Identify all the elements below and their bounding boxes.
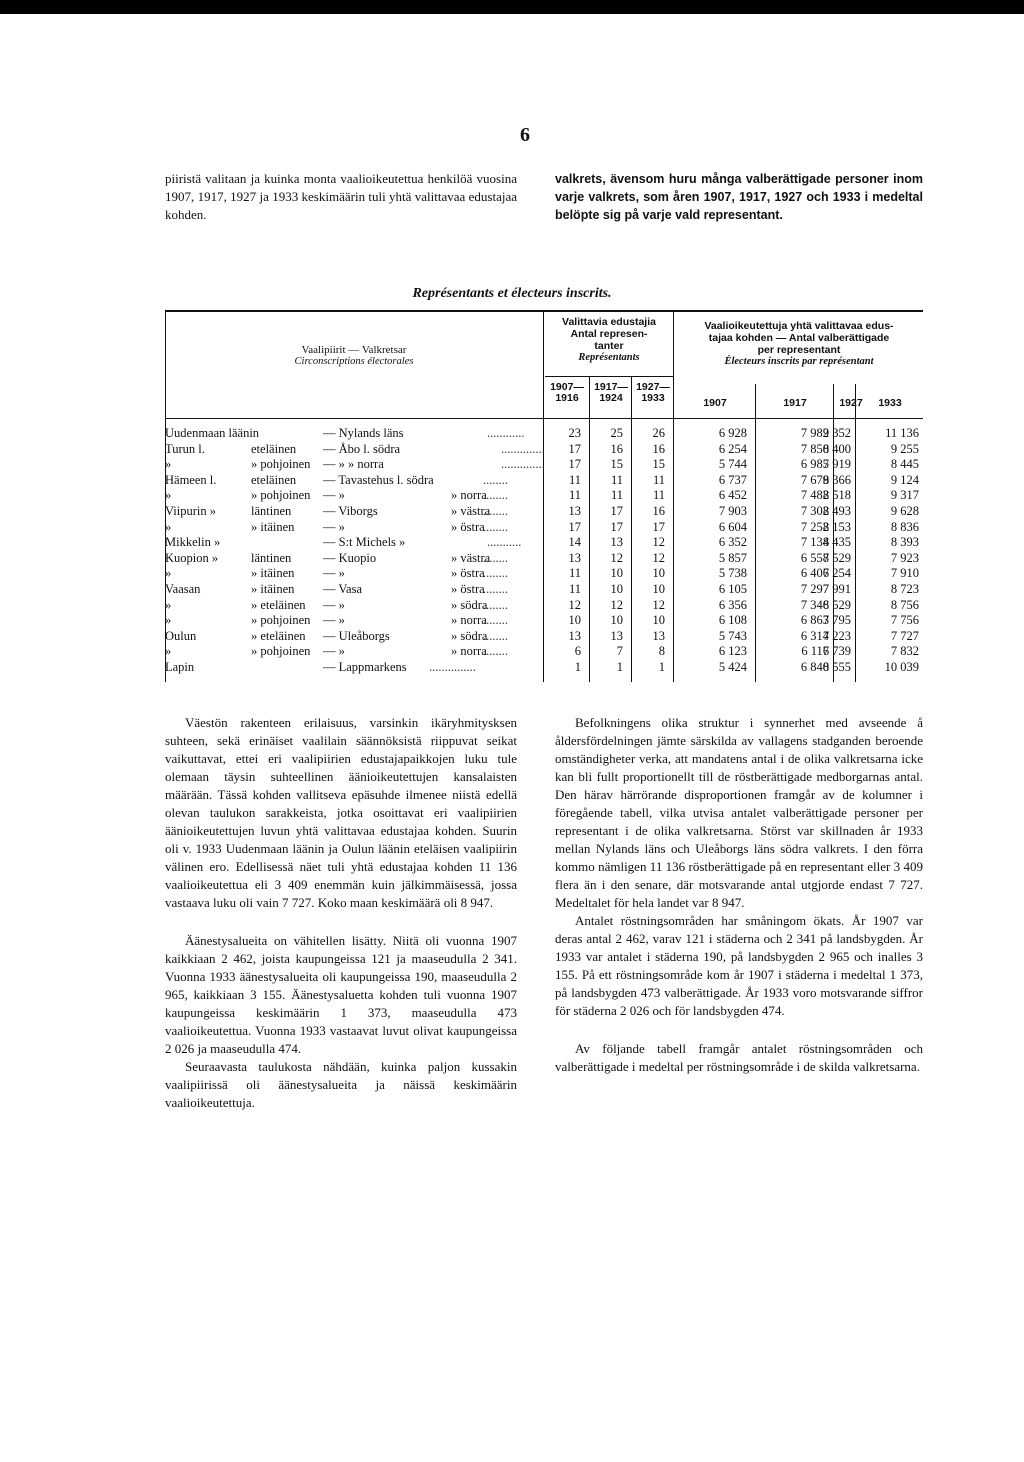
row-district-sv: — Lappmarkens [323,660,407,674]
row-district-part-sv: » södra [451,628,488,643]
row-leader-dots: ........ [483,504,508,518]
row-reps-1927-1933: 16 [652,441,665,456]
table-title: Représentants et électeurs inscrits. [412,286,612,301]
row-district-sv: — S:t Michels » [323,535,406,550]
row-electors-1907: 5 743 [718,628,747,643]
row-electors-1907: 6 928 [718,426,747,440]
year-mid-3: 1927—1933 [636,381,670,404]
table-row [165,504,923,519]
row-reps-1907-1916: 11 [568,566,581,581]
row-electors-1933: 7 832 [890,644,919,659]
row-reps-1927-1933: 15 [652,457,665,472]
body-swedish [555,714,923,1076]
row-leader-dots: ........ [483,628,508,643]
row-leader-dots: ........ [483,519,508,534]
row-electors-1933: 7 910 [890,566,919,581]
table-row [165,457,923,472]
row-electors-1907: 6 352 [718,535,747,550]
row-electors-1927: 7 919 [822,457,851,472]
year-right-1: 1907 [703,397,727,409]
row-district-sv: — » [323,488,345,503]
row-leader-dots: ........ [483,472,508,487]
row-district-fi: » [165,597,172,612]
row-reps-1917-1924: 1 [616,660,623,674]
row-district-part-sv: » södra [451,597,488,612]
row-reps-1917-1924: 12 [610,550,623,565]
body-finnish-paragraph-2: Äänestysalueita on vähitellen lisätty. Niitä oli vuonna 1907 kaikkiaan 2 462, joista kaupungeissa 121 ja maaseudulla 2 341. Vuonna 1933 äänestysalueita oli kaupungeissa 190, maaseudulla 2 965, kaikkiaan 3 155. Äänestysaluetta kohden tuli vuonna 1907 kaupungeissa keskimäärin 1 373, maaseudulla 473 vaalioikeutettua. Vuonna 1933 vastaavat luvut olivat kaupungeissa 2 026 ja maaseudulla 474. [165,933,517,1056]
row-electors-1907: 5 424 [718,660,747,674]
year-mid-2: 1917—1924 [594,381,628,404]
row-district-sv: — » [323,613,345,628]
row-reps-1927-1933: 10 [652,566,665,581]
row-electors-1933: 8 393 [890,535,919,550]
row-district-sv: — » [323,566,345,581]
row-electors-1927: 8 366 [822,472,851,487]
row-electors-1927: 8 529 [822,597,851,612]
row-electors-1917: 7 482 [800,488,829,503]
table-row [165,644,923,659]
row-electors-1917: 6 840 [800,660,829,674]
row-reps-1927-1933: 12 [652,550,665,565]
row-leader-dots: .............. [501,441,545,456]
row-electors-1907: 5 857 [718,550,747,565]
row-electors-1907: 5 738 [718,566,747,581]
row-electors-1907: 6 105 [718,582,747,596]
row-district-part-sv: » norra [451,644,487,659]
row-reps-1927-1933: 12 [652,535,665,550]
row-district-sv: — » [323,519,345,534]
row-reps-1927-1933: 11 [652,472,665,487]
table-row [165,426,923,441]
header-districts-line2: Circonscriptions électorales [294,356,414,367]
header-electors-line1: Vaalioikeutettuja yhtä valittavaa edus- [704,320,894,332]
row-electors-1917: 6 314 [800,628,829,643]
row-electors-1933: 8 756 [890,597,919,612]
row-district-part-fi: » pohjoinen [251,613,311,628]
row-district-part-fi: läntinen [251,550,292,565]
body-swedish-paragraph-2: Antalet röstningsområden har småningom ökats. År 1907 var deras antal 2 462, varav 121 i städerna och 2 341 på landsbygden. År 1933 var antalet i städerna 190, på landsbygden 2 965 och inalles 3 155. På ett röstningsområde kom år 1907 i städerna i medeltal 1 373, på landsbygden 473 valberättigade. År 1933 voro motsvarande siffror för städerna 2 026 och för landsbygden 474. [555,913,923,1018]
row-district-fi: » [165,457,172,472]
row-electors-1907: 6 604 [718,519,747,534]
row-reps-1917-1924: 10 [610,582,623,596]
header-representatives-line4: Représentants [578,352,640,363]
row-district-part-fi: » eteläinen [251,628,306,643]
row-leader-dots: ........ [483,488,508,503]
row-reps-1907-1916: 13 [568,550,581,565]
row-electors-1917: 7 850 [800,441,829,456]
row-reps-1927-1933: 10 [652,582,665,596]
row-reps-1907-1916: 11 [568,472,581,487]
body-finnish-paragraph-3: Seuraavasta taulukosta nähdään, kuinka paljon kussakin vaalipiirissä oli äänestysalueita ja näissä keskimäärin vaalioikeutettuja. [165,1059,517,1110]
table-row [165,629,923,644]
year-right-3: 1927 [839,397,863,409]
row-district-part-fi: läntinen [251,504,292,518]
row-electors-1933: 9 255 [890,441,919,456]
row-district-part-sv: » östra [451,582,485,596]
year-mid-1: 1907—1916 [550,381,584,404]
row-district-part-sv: » östra [451,566,485,581]
row-district-fi: Vaasan [165,582,201,596]
row-reps-1907-1916: 23 [568,426,581,440]
row-reps-1917-1924: 7 [616,644,623,659]
paragraph-gap [165,912,517,932]
row-reps-1907-1916: 14 [568,535,581,550]
row-reps-1907-1916: 13 [568,628,581,643]
row-electors-1907: 6 737 [718,472,747,487]
header-electors-line3: per representant [757,344,841,356]
row-electors-1917: 6 863 [800,613,829,628]
row-reps-1907-1916: 17 [568,519,581,534]
row-electors-1927: 8 555 [822,660,851,674]
header-electors-line2: tajaa kohden — Antal valberättigade [708,332,890,344]
row-electors-1933: 10 039 [884,660,919,674]
row-reps-1927-1933: 12 [652,597,665,612]
body-swedish-paragraph-3: Av följande tabell framgår antalet röstningsområden och valberättigade i medeltal per röstningsområde i de skilda valkretsarna. [555,1041,923,1074]
body-swedish-paragraph-1: Befolkningens olika struktur i synnerhet med avseende å åldersfördelningen jämte särskilda av vallagens stadganden beroende omständigheter verka, att mandatens antal i de olika valkretsarna icke kan bli fullt proportionellt till de röstberättigade medborgarnas antal. Den härav härrörande disproportionen framgår av de kolumner i föregående tabell, vilka utvisa antalet valberättigade personer per representant i de olika valkretsarna. Störst var skillnaden år 1933 mellan Nylands läns och Uleåborgs läns södra valkrets. I den förra kommo nämligen 11 136 röstberättigade på en representant eller 3 409 flera än i den senare, där motsvarande antal utgjorde endast 7 727. Medeltalet för hela landet var 8 947. [555,715,923,910]
row-district-part-fi: » itäinen [251,582,295,596]
row-district-part-fi: » pohjoinen [251,644,311,659]
row-reps-1907-1916: 17 [568,441,581,456]
row-electors-1907: 6 452 [718,488,747,503]
row-district-part-sv: » västra [451,550,491,565]
row-electors-1907: 6 356 [718,597,747,612]
table-row [165,473,923,488]
row-district-part-fi: » pohjoinen [251,457,311,472]
row-district-part-fi: » itäinen [251,519,295,534]
header-representatives [545,316,673,364]
row-electors-1917: 7 252 [800,519,829,534]
row-reps-1917-1924: 10 [610,613,623,628]
row-reps-1927-1933: 17 [652,519,665,534]
row-reps-1917-1924: 15 [610,457,623,472]
row-leader-dots: ............... [429,660,476,674]
row-electors-1927: 8 400 [822,441,851,456]
row-district-part-sv: » norra [451,488,487,503]
row-electors-1927: 6 739 [822,644,851,659]
body-finnish-paragraph-1: Väestön rakenteen erilaisuus, varsinkin ikäryhmitysksen suhteen, sekä erinäiset vaalilain säännöksistä riippuvat seikat vaikuttavat, ettei eri vaalipiirien edustajapaikkojen luku tule olemaan täysin suhteellinen äänioikeutettujen kansalaisten määrään. Tässä kohden vallitseva epäsuhde ilmenee niistä edellä olevan taulukon sarakkeista, jotka osoittavat eri vaalipiirien äänioikeutettujen luvun yhtä valittavaa edustajaa kohden. Suurin oli v. 1933 Uudenmaan läänin ja Oulun läänin eteläisen vaalipiirin välinen ero. Edellisessä näet tuli yhtä edustajaa kohden 11 136 vaalioikeutettua eli 3 409 enemmän kuin jälkimmäisessä, jossa vastaava luku oli vain 7 727. Koko maan keskimäärä oli 8 947. [165,715,517,910]
row-electors-1933: 7 727 [890,628,919,643]
row-district-sv: — Åbo l. södra [323,441,401,456]
row-electors-1917: 7 134 [800,535,829,550]
table-row [165,442,923,457]
row-reps-1917-1924: 10 [610,566,623,581]
row-district-fi: Turun l. [165,441,205,456]
scan-edge-bar [0,0,1024,14]
row-district-sv: — Viborgs [323,504,378,518]
header-representatives-line3: tanter [594,340,624,352]
row-reps-1917-1924: 11 [610,488,623,503]
row-district-fi: » [165,644,172,659]
row-electors-1933: 9 317 [890,488,919,503]
header-districts-line1: Vaalipiirit — Valkretsar [301,344,407,356]
mid-years-rule [545,376,673,377]
row-reps-1907-1916: 1 [574,660,581,674]
header-electors-line4: Électeurs inscrits par représentant [724,356,874,367]
row-electors-1917: 7 982 [800,426,829,440]
table-top-rule [165,310,923,312]
row-electors-1927: 8 153 [822,519,851,534]
row-electors-1917: 7 297 [800,582,829,596]
row-electors-1933: 7 756 [890,613,919,628]
row-electors-1927: 9 352 [822,426,851,440]
row-district-part-fi: » itäinen [251,566,295,581]
table-header-rule [165,418,923,419]
row-electors-1907: 6 123 [718,644,747,659]
header-electors [675,320,923,368]
table-row [165,488,923,503]
row-district-sv: — » [323,644,345,659]
row-district-sv: — Nylands läns [323,426,404,440]
row-electors-1933: 9 124 [890,472,919,487]
row-district-part-fi: eteläinen [251,441,297,456]
row-leader-dots: ............ [487,426,525,440]
row-electors-1933: 8 723 [890,582,919,596]
row-district-fi: Kuopion » [165,550,219,565]
row-reps-1907-1916: 6 [574,644,581,659]
representatives-table [165,310,923,682]
table-row [165,660,923,675]
row-reps-1907-1916: 11 [568,488,581,503]
row-reps-1917-1924: 17 [610,504,623,518]
row-district-sv: — » » norra [323,457,384,472]
row-electors-1917: 7 346 [800,597,829,612]
row-district-fi: Lapin [165,660,195,674]
row-electors-1917: 7 302 [800,504,829,518]
header-districts [165,344,543,368]
row-district-part-fi: eteläinen [251,472,297,487]
row-district-fi: Hämeen l. [165,472,217,487]
row-reps-1927-1933: 11 [652,488,665,503]
row-electors-1917: 6 985 [800,457,829,472]
row-electors-1907: 6 108 [718,613,747,628]
row-electors-1927: 8 493 [822,504,851,518]
row-leader-dots: ........ [483,613,508,628]
row-reps-1927-1933: 26 [652,426,665,440]
row-electors-1927: 7 795 [822,613,851,628]
row-electors-1927: 8 518 [822,488,851,503]
row-electors-1927: 7 223 [822,628,851,643]
row-reps-1917-1924: 12 [610,597,623,612]
paragraph-gap [555,1020,923,1040]
row-district-fi: » [165,566,172,581]
row-district-fi: Mikkelin » [165,535,221,550]
row-reps-1907-1916: 11 [568,582,581,596]
row-district-sv: — Tavastehus l. södra [323,472,434,487]
row-electors-1927: 7 991 [822,582,851,596]
row-district-sv: — Vasa [323,582,363,596]
row-district-fi: Viipurin » [165,504,216,518]
table-row [165,520,923,535]
row-reps-1927-1933: 10 [652,613,665,628]
row-district-sv: — Kuopio [323,550,377,565]
row-district-fi: Uudenmaan läänin [165,426,260,440]
row-district-part-fi: » eteläinen [251,597,306,612]
page-number: 6 [520,124,530,146]
row-reps-1927-1933: 13 [652,628,665,643]
body-finnish [165,714,517,1112]
row-electors-1927: 8 435 [822,535,851,550]
row-district-fi: » [165,613,172,628]
intro-finnish: piiristä valitaan ja kuinka monta vaalioikeutettua henkilöä vuosina 1907, 1917, 1927 ja 1933 keskimäärin tuli yhtä valittavaa edustajaa kohden. [165,171,517,222]
row-electors-1933: 7 923 [890,550,919,565]
row-reps-1917-1924: 16 [610,441,623,456]
row-district-fi: » [165,519,172,534]
row-reps-1907-1916: 12 [568,597,581,612]
table-row [165,598,923,613]
row-electors-1917: 6 406 [800,566,829,581]
row-district-fi: » [165,488,172,503]
header-representatives-line2: Antal represen- [570,328,648,340]
row-leader-dots: ........ [483,597,508,612]
row-reps-1917-1924: 13 [610,628,623,643]
row-reps-1907-1916: 17 [568,457,581,472]
row-reps-1917-1924: 13 [610,535,623,550]
year-right-2: 1917 [783,397,807,409]
row-electors-1933: 9 628 [890,504,919,518]
row-electors-1933: 11 136 [885,426,919,440]
intro-swedish: valkrets, ävensom huru många valberättigade personer inom varje valkrets, som åren 1907, 1917, 1927 och 1933 i medeltal belöpte sig på varje vald representant. [555,172,923,222]
table-row [165,535,923,550]
row-leader-dots: ........ [483,582,508,596]
year-right-4: 1933 [878,397,902,409]
row-electors-1933: 8 836 [890,519,919,534]
row-district-sv: — Uleåborgs [323,628,390,643]
row-district-part-sv: » västra [451,504,491,518]
row-electors-1907: 7 903 [718,504,747,518]
row-district-part-sv: » östra [451,519,485,534]
row-leader-dots: ........... [487,535,522,550]
row-reps-1917-1924: 11 [610,472,623,487]
row-electors-1933: 8 445 [890,457,919,472]
row-reps-1907-1916: 10 [568,613,581,628]
row-reps-1927-1933: 8 [658,644,665,659]
row-electors-1917: 7 679 [800,472,829,487]
row-leader-dots: ........ [483,644,508,659]
row-reps-1917-1924: 17 [610,519,623,534]
row-reps-1907-1916: 13 [568,504,581,518]
table-row [165,551,923,566]
row-district-part-fi: » pohjoinen [251,488,311,503]
row-reps-1927-1933: 1 [658,660,665,674]
row-leader-dots: ........ [483,566,508,581]
row-district-fi: Oulun [165,628,197,643]
row-electors-1927: 7 254 [822,566,851,581]
row-district-sv: — » [323,597,345,612]
header-representatives-line1: Valittavia edustajia [562,316,656,328]
row-leader-dots: ........ [483,550,508,565]
row-reps-1917-1924: 25 [610,426,623,440]
row-electors-1907: 5 744 [718,457,747,472]
table-row [165,566,923,581]
row-district-part-sv: » norra [451,613,487,628]
row-electors-1927: 7 529 [822,550,851,565]
row-reps-1927-1933: 16 [652,504,665,518]
row-electors-1917: 6 558 [800,550,829,565]
table-row [165,582,923,597]
row-electors-1907: 6 254 [718,441,747,456]
table-row [165,613,923,628]
row-electors-1917: 6 117 [801,644,829,659]
row-leader-dots: .............. [501,457,545,472]
